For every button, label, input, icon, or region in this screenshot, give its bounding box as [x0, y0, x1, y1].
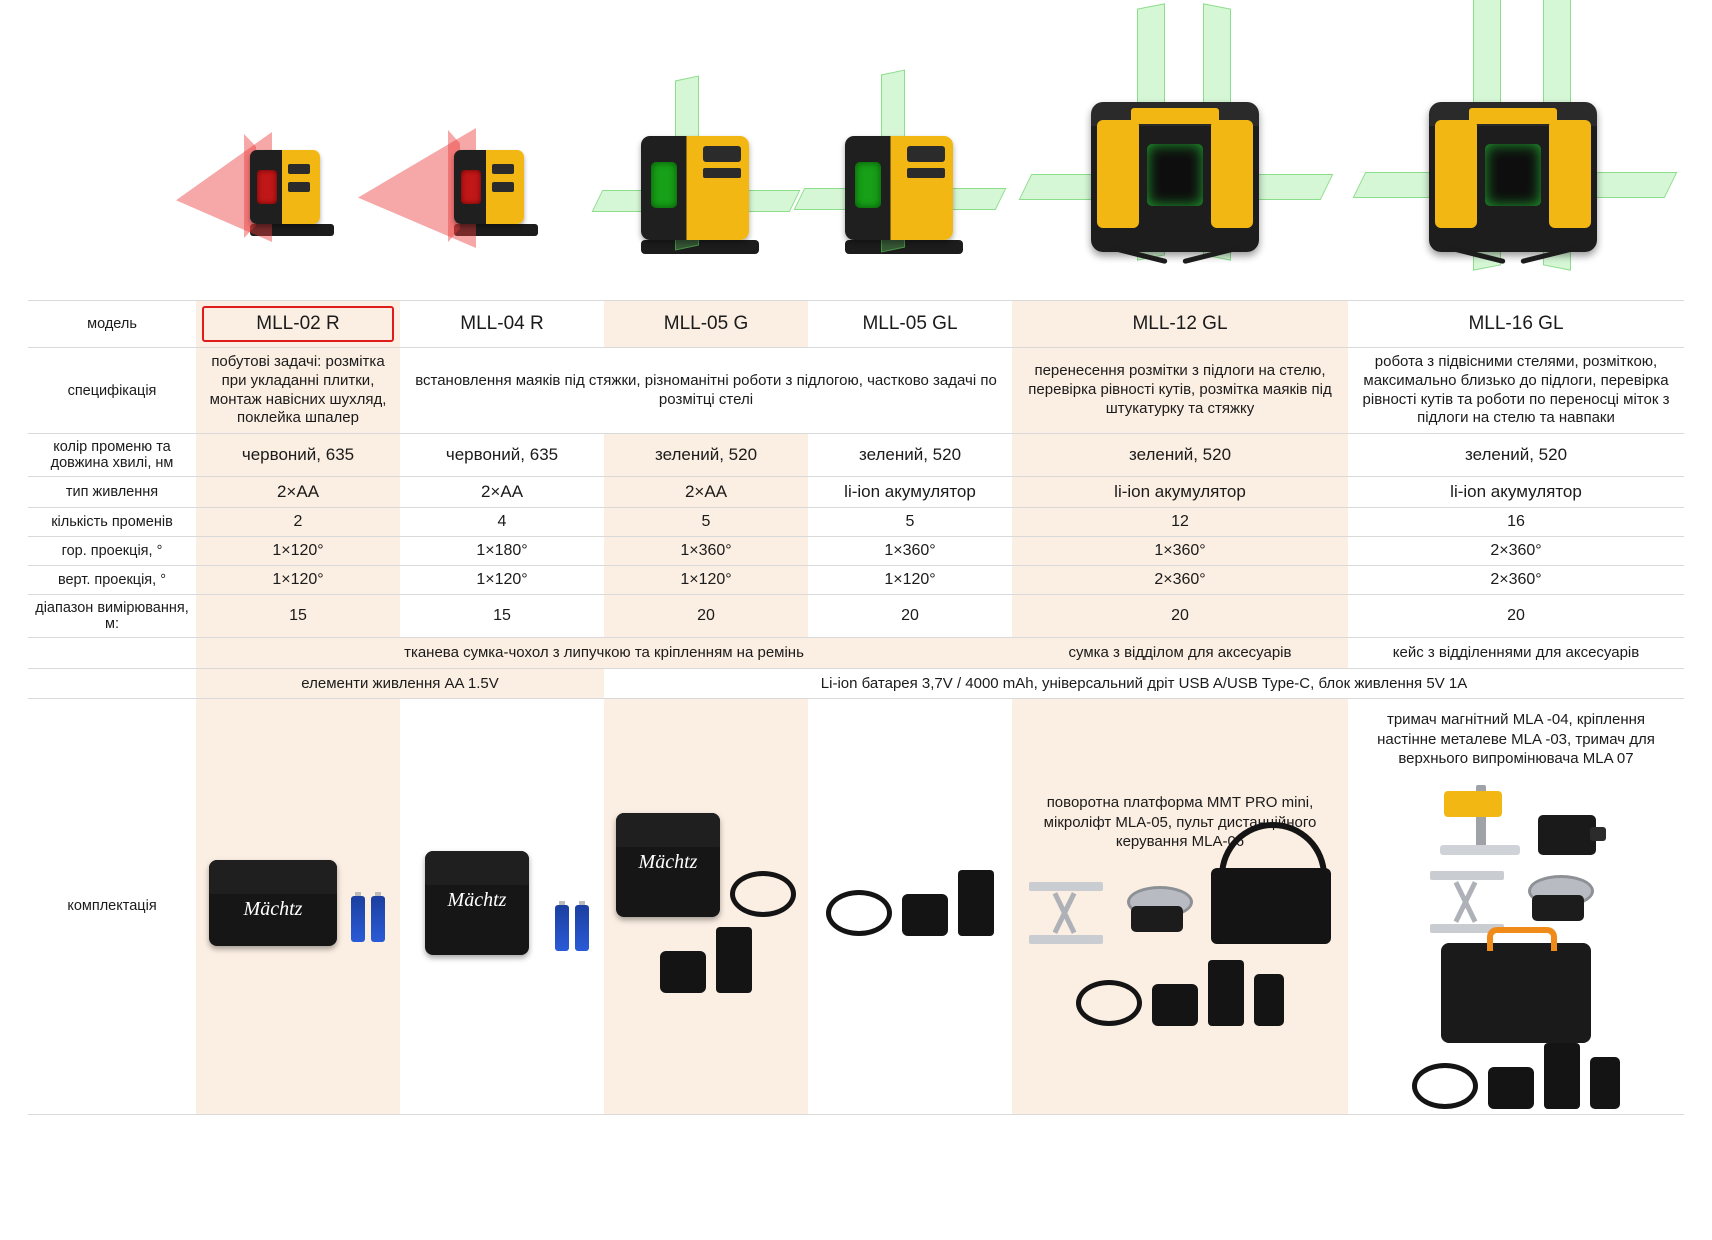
micro-lift	[1029, 882, 1103, 944]
table-row-range	[28, 595, 1684, 638]
kit-case-2: сумка з відділом для аксесуарів	[1012, 638, 1348, 669]
row-label-range: діапазон вимірювання, м:	[28, 595, 196, 638]
beam-color-3: зелений, 520	[604, 434, 808, 477]
range-2: 15	[400, 595, 604, 638]
kit-images-mll-05-g	[604, 699, 808, 1115]
kit-power-2: Li-ion батарея 3,7V / 4000 mAh, універсальний дріт USB A/USB Type-C, блок живлення 5V 1A	[604, 668, 1684, 699]
vertical-projection-5: 2×360°	[1012, 566, 1348, 595]
beam-count-2: 4	[400, 508, 604, 537]
hard-case	[1441, 943, 1591, 1043]
product-image-mll-02-r	[190, 0, 394, 300]
product-image-mll-05-gl	[802, 0, 1006, 300]
battery-pack	[1208, 960, 1244, 1026]
vertical-projection-1: 1×120°	[196, 566, 400, 595]
model-cell-2[interactable]: MLL-04 R	[400, 301, 604, 348]
table-row-power-type	[28, 477, 1684, 508]
beam-color-2: червоний, 635	[400, 434, 604, 477]
usb-cable	[826, 890, 892, 936]
wall-mount-holder	[1436, 785, 1528, 855]
kit-power-1: елементи живлення AA 1.5V	[196, 668, 604, 699]
table-row-specification	[28, 348, 1684, 434]
usb-cable	[1076, 980, 1142, 1026]
horizontal-projection-3: 1×360°	[604, 537, 808, 566]
vertical-projection-3: 1×120°	[604, 566, 808, 595]
table-row-kit	[28, 699, 1684, 1115]
row-label-kit: комплектація	[28, 699, 196, 1115]
beam-color-5: зелений, 520	[1012, 434, 1348, 477]
micro-lift	[1430, 871, 1504, 933]
laser-body	[845, 136, 953, 240]
beam-count-5: 12	[1012, 508, 1348, 537]
range-5: 20	[1012, 595, 1348, 638]
specification-cell-1: побутові задачі: розмітка при укладанні плитки, монтаж навісних шухляд, поклейка шпалер	[196, 348, 400, 434]
vertical-projection-4: 1×120°	[808, 566, 1012, 595]
rotary-platform	[1514, 873, 1602, 933]
product-image-mll-12-gl	[1006, 0, 1344, 300]
brand-logo: Mächtz	[447, 889, 507, 912]
table-row-model	[28, 301, 1684, 348]
range-4: 20	[808, 595, 1012, 638]
horizontal-projection-1: 1×120°	[196, 537, 400, 566]
carry-bag	[1211, 868, 1331, 944]
beam-count-3: 5	[604, 508, 808, 537]
row-label-vertical-projection: верт. проекція, °	[28, 566, 196, 595]
row-label-horizontal-projection: гор. проекція, °	[28, 537, 196, 566]
kit-images-mll-16-gl	[1348, 699, 1684, 1115]
model-cell-4[interactable]: MLL-05 GL	[808, 301, 1012, 348]
row-label-kit-power-spacer	[28, 668, 196, 699]
row-label-beam-color: колір променю та довжина хвилі, нм	[28, 434, 196, 477]
power-type-6: li-ion акумулятор	[1348, 477, 1684, 508]
table-row-vertical-projection	[28, 566, 1684, 595]
product-image-mll-05-g	[598, 0, 802, 300]
pouch-bag	[425, 851, 529, 955]
product-image-strip	[0, 0, 1712, 300]
remote-control	[1254, 974, 1284, 1026]
power-type-2: 2×AA	[400, 477, 604, 508]
row-label-beam-count: кількість променів	[28, 508, 196, 537]
vertical-projection-2: 1×120°	[400, 566, 604, 595]
model-cell-3[interactable]: MLL-05 G	[604, 301, 808, 348]
usb-cable	[1412, 1063, 1478, 1109]
model-cell-1[interactable]	[196, 301, 400, 348]
row-label-power-type: тип живлення	[28, 477, 196, 508]
beam-color-4: зелений, 520	[808, 434, 1012, 477]
table-row-horizontal-projection	[28, 537, 1684, 566]
rotary-platform	[1113, 884, 1201, 944]
usb-cable	[730, 871, 796, 917]
vertical-projection-6: 2×360°	[1348, 566, 1684, 595]
row-label-model: модель	[28, 301, 196, 348]
kit-images-mll-05-gl	[808, 699, 1012, 1115]
beam-count-4: 5	[808, 508, 1012, 537]
kit-images-mll-02-r	[196, 699, 400, 1115]
beam-count-6: 16	[1348, 508, 1684, 537]
kit-accessories-mll-16-gl: тримач магнітний MLA -04, кріплення настінне металеве MLA -03, тримач для верхнього випромінювача MLA 07	[1377, 711, 1655, 767]
table-row-kit-case	[28, 638, 1684, 669]
laser-body	[1091, 102, 1259, 252]
pouch-bag	[616, 813, 720, 917]
table-row-kit-power	[28, 668, 1684, 699]
horizontal-projection-4: 1×360°	[808, 537, 1012, 566]
kit-images-mll-04-r	[400, 699, 604, 1115]
laser-body	[250, 150, 320, 224]
specification-table	[28, 300, 1684, 1115]
magnetic-holder	[1538, 815, 1596, 855]
range-6: 20	[1348, 595, 1684, 638]
range-3: 20	[604, 595, 808, 638]
horizontal-projection-5: 1×360°	[1012, 537, 1348, 566]
power-type-3: 2×AA	[604, 477, 808, 508]
kit-accessories-mll-12-gl: поворотна платформа MMT PRO mini, мікроліфт MLA-05, пульт дистанційного керування MLA-06	[1043, 794, 1317, 850]
horizontal-projection-2: 1×180°	[400, 537, 604, 566]
aa-batteries	[348, 896, 388, 946]
horizontal-projection-6: 2×360°	[1348, 537, 1684, 566]
beam-color-1: червоний, 635	[196, 434, 400, 477]
brand-logo: Mächtz	[243, 898, 303, 921]
laser-body	[1429, 102, 1597, 252]
product-image-mll-16-gl	[1344, 0, 1682, 300]
pouch-bag	[209, 860, 337, 946]
power-type-4: li-ion акумулятор	[808, 477, 1012, 508]
power-adapter	[902, 894, 948, 936]
kit-case-3: кейс з відділеннями для аксесуарів	[1348, 638, 1684, 669]
model-cell-6[interactable]: MLL-16 GL	[1348, 301, 1684, 348]
specification-cell-3: перенесення розмітки з підлоги на стелю, перевірка рівності кутів, розмітка маяків під штукатурку та стяжку	[1012, 348, 1348, 434]
row-label-specification: специфікація	[28, 348, 196, 434]
kit-case-1: тканева сумка-чохол з липучкою та кріпленням на ремінь	[196, 638, 1012, 669]
battery-pack	[958, 870, 994, 936]
laser-body	[641, 136, 749, 240]
specification-cell-2: встановлення маяків під стяжки, різноманітні роботи з підлогою, частково задачі по розмітці стелі	[400, 348, 1012, 434]
power-type-1: 2×AA	[196, 477, 400, 508]
power-adapter	[1152, 984, 1198, 1026]
battery-pack	[716, 927, 752, 993]
power-type-5: li-ion акумулятор	[1012, 477, 1348, 508]
table-row-beam-color	[28, 434, 1684, 477]
kit-images-mll-12-gl	[1012, 699, 1348, 1115]
model-name-selected[interactable]: MLL-02 R	[202, 306, 394, 342]
table-row-beam-count	[28, 508, 1684, 537]
beam-count-1: 2	[196, 508, 400, 537]
battery-pack	[1544, 1043, 1580, 1109]
aa-batteries	[552, 905, 592, 955]
beam-color-6: зелений, 520	[1348, 434, 1684, 477]
power-adapter	[660, 951, 706, 993]
product-image-mll-04-r	[394, 0, 598, 300]
specification-cell-4: робота з підвісними стелями, розміткою, максимально близько до підлоги, перевірка рівності кутів та роботи по переносці міток з підлоги на стелю та навпаки	[1348, 348, 1684, 434]
brand-logo: Mächtz	[638, 851, 698, 874]
row-label-kit-spacer	[28, 638, 196, 669]
power-adapter	[1488, 1067, 1534, 1109]
laser-body	[454, 150, 524, 224]
model-cell-5[interactable]: MLL-12 GL	[1012, 301, 1348, 348]
remote-control	[1590, 1057, 1620, 1109]
range-1: 15	[196, 595, 400, 638]
